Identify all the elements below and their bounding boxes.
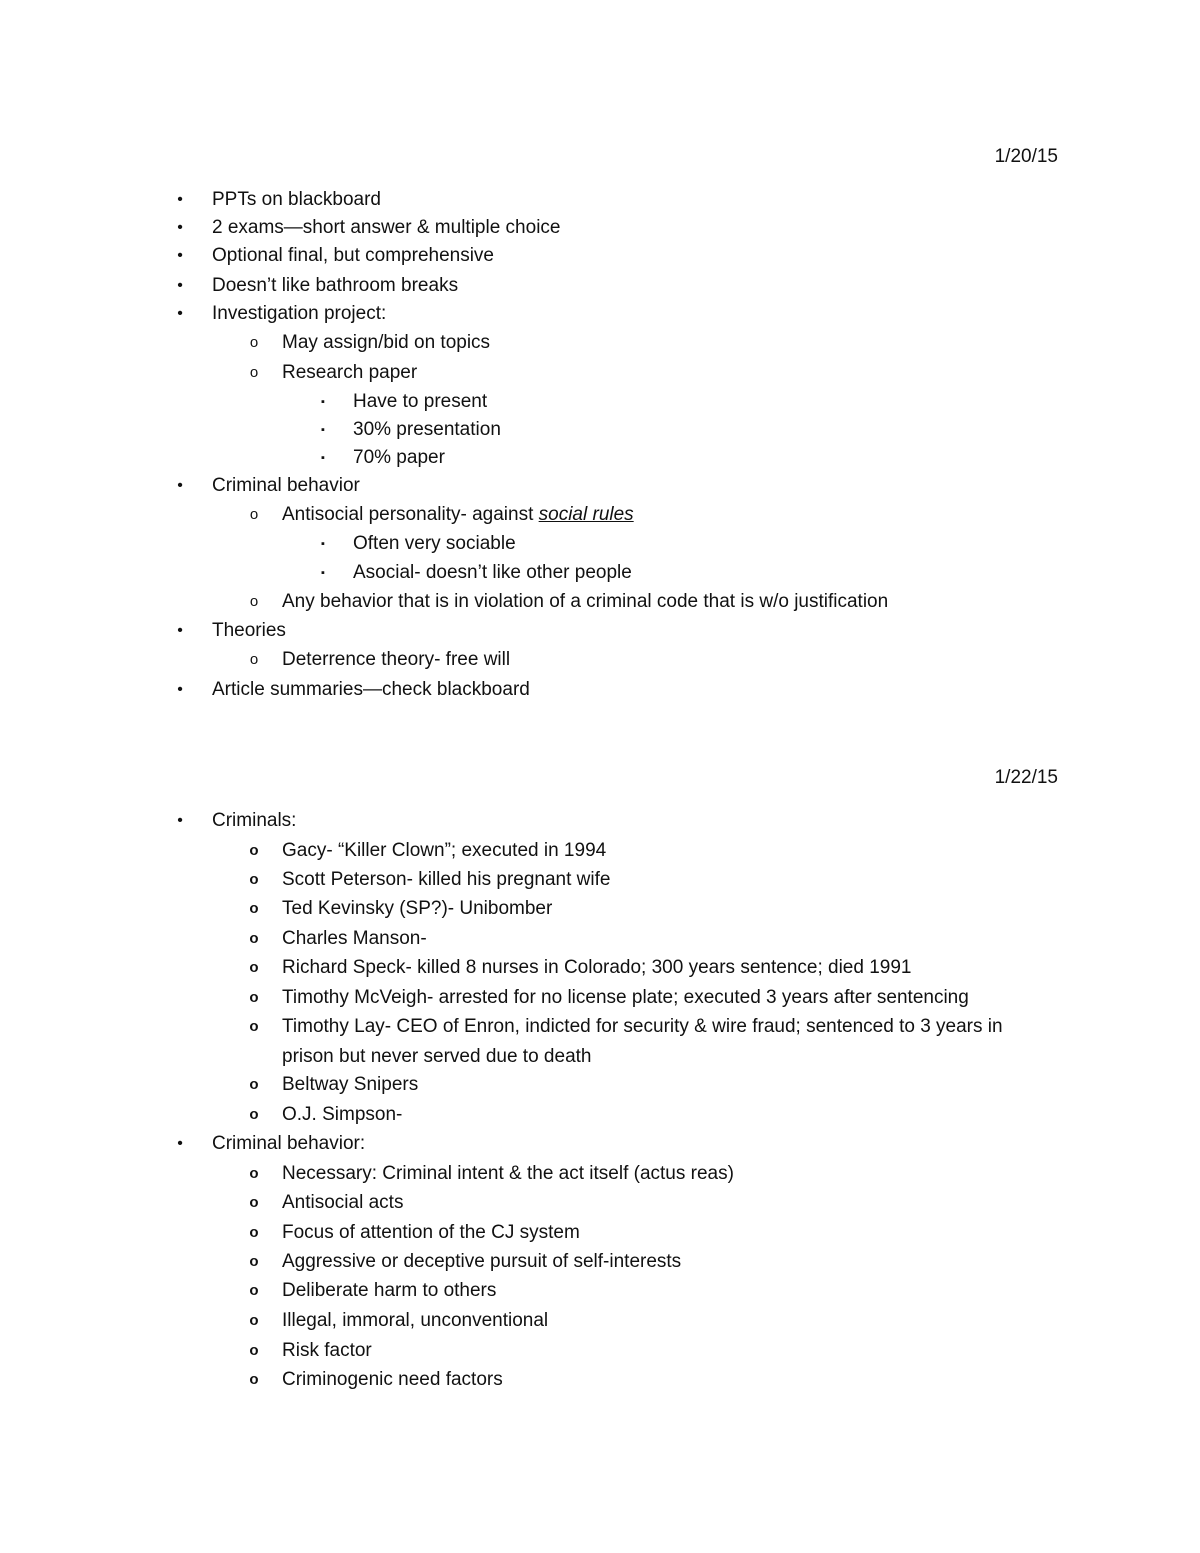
circle-marker: o — [249, 651, 259, 668]
list-item: Theories — [212, 620, 286, 641]
list-item: Risk factor — [282, 1340, 372, 1361]
circle-marker: o — [249, 1106, 259, 1123]
list-item: Criminal behavior: — [212, 1133, 366, 1154]
list-item: Deliberate harm to others — [282, 1280, 497, 1301]
circle-marker: o — [249, 1282, 259, 1299]
list-item: Antisocial acts — [282, 1192, 404, 1213]
square-marker: ▪ — [321, 452, 325, 464]
list-item: Illegal, immoral, unconventional — [282, 1310, 549, 1331]
list-item: Timothy Lay- CEO of Enron, indicted for security & wire fraud; sentenced to 3 years in — [282, 1016, 1003, 1037]
circle-marker: o — [249, 334, 259, 351]
list-item: Have to present — [353, 391, 488, 412]
circle-marker: o — [249, 506, 259, 523]
list-item: Gacy- “Killer Clown”; executed in 1994 — [282, 840, 607, 861]
bullet-marker: • — [177, 681, 183, 698]
square-marker: ▪ — [321, 567, 325, 579]
circle-marker: o — [249, 1224, 259, 1241]
bullet-marker: • — [177, 219, 183, 236]
bullet-marker: • — [177, 247, 183, 264]
bullet-marker: • — [177, 1135, 183, 1152]
list-item: Ted Kevinsky (SP?)- Unibomber — [282, 898, 553, 919]
list-item: May assign/bid on topics — [282, 332, 491, 353]
list-item — [282, 505, 634, 525]
date-heading: 1/20/15 — [994, 146, 1058, 167]
list-item: PPTs on blackboard — [212, 189, 381, 210]
bullet-marker: • — [177, 812, 183, 829]
circle-marker: o — [249, 1342, 259, 1359]
square-marker: ▪ — [321, 424, 325, 436]
bullet-marker: • — [177, 477, 183, 494]
circle-marker: o — [249, 930, 259, 947]
square-marker: ▪ — [321, 396, 325, 408]
circle-marker: o — [249, 1312, 259, 1329]
list-item-text: Antisocial personality- against — [282, 504, 539, 525]
list-item: O.J. Simpson- — [282, 1104, 403, 1125]
circle-marker: o — [249, 959, 259, 976]
list-item: Article summaries—check blackboard — [212, 679, 530, 700]
list-item: Doesn’t like bathroom breaks — [212, 275, 459, 296]
list-item: 30% presentation — [353, 419, 501, 440]
bullet-marker: • — [177, 191, 183, 208]
list-item: Charles Manson- — [282, 928, 427, 949]
list-item: Timothy McVeigh- arrested for no license plate; executed 3 years after sentencing — [282, 987, 969, 1008]
circle-marker: o — [249, 593, 259, 610]
list-item: Criminals: — [212, 810, 297, 831]
list-item: Optional final, but comprehensive — [212, 245, 494, 266]
list-item: Research paper — [282, 362, 418, 383]
bullet-marker: • — [177, 622, 183, 639]
circle-marker: o — [249, 1194, 259, 1211]
circle-marker: o — [249, 989, 259, 1006]
list-item: Often very sociable — [353, 533, 516, 554]
bullet-marker: • — [177, 277, 183, 294]
circle-marker: o — [249, 1371, 259, 1388]
circle-marker: o — [249, 1253, 259, 1270]
circle-marker: o — [249, 900, 259, 917]
circle-marker: o — [249, 1018, 259, 1035]
bullet-marker: • — [177, 305, 183, 322]
list-item: Beltway Snipers — [282, 1074, 419, 1095]
date-heading: 1/22/15 — [994, 767, 1058, 788]
circle-marker: o — [249, 842, 259, 859]
list-item-continuation: prison but never served due to death — [282, 1046, 592, 1067]
circle-marker: o — [249, 364, 259, 381]
list-item: 70% paper — [353, 447, 445, 468]
square-marker: ▪ — [321, 538, 325, 550]
list-item: Deterrence theory- free will — [282, 649, 511, 670]
list-item: Any behavior that is in violation of a criminal code that is w/o justification — [282, 591, 889, 612]
emphasized-text: social rules — [538, 504, 634, 525]
list-item: Richard Speck- killed 8 nurses in Colorado; 300 years sentence; died 1991 — [282, 957, 912, 978]
list-item: Focus of attention of the CJ system — [282, 1222, 580, 1243]
list-item: 2 exams—short answer & multiple choice — [212, 217, 561, 238]
circle-marker: o — [249, 1076, 259, 1093]
list-item: Investigation project: — [212, 303, 387, 324]
list-item: Asocial- doesn’t like other people — [353, 562, 632, 583]
list-item: Criminogenic need factors — [282, 1369, 503, 1390]
list-item: Criminal behavior — [212, 475, 360, 496]
list-item: Aggressive or deceptive pursuit of self-interests — [282, 1251, 682, 1272]
circle-marker: o — [249, 871, 259, 888]
list-item: Scott Peterson- killed his pregnant wife — [282, 869, 611, 890]
circle-marker: o — [249, 1165, 259, 1182]
list-item: Necessary: Criminal intent & the act itself (actus reas) — [282, 1163, 734, 1184]
